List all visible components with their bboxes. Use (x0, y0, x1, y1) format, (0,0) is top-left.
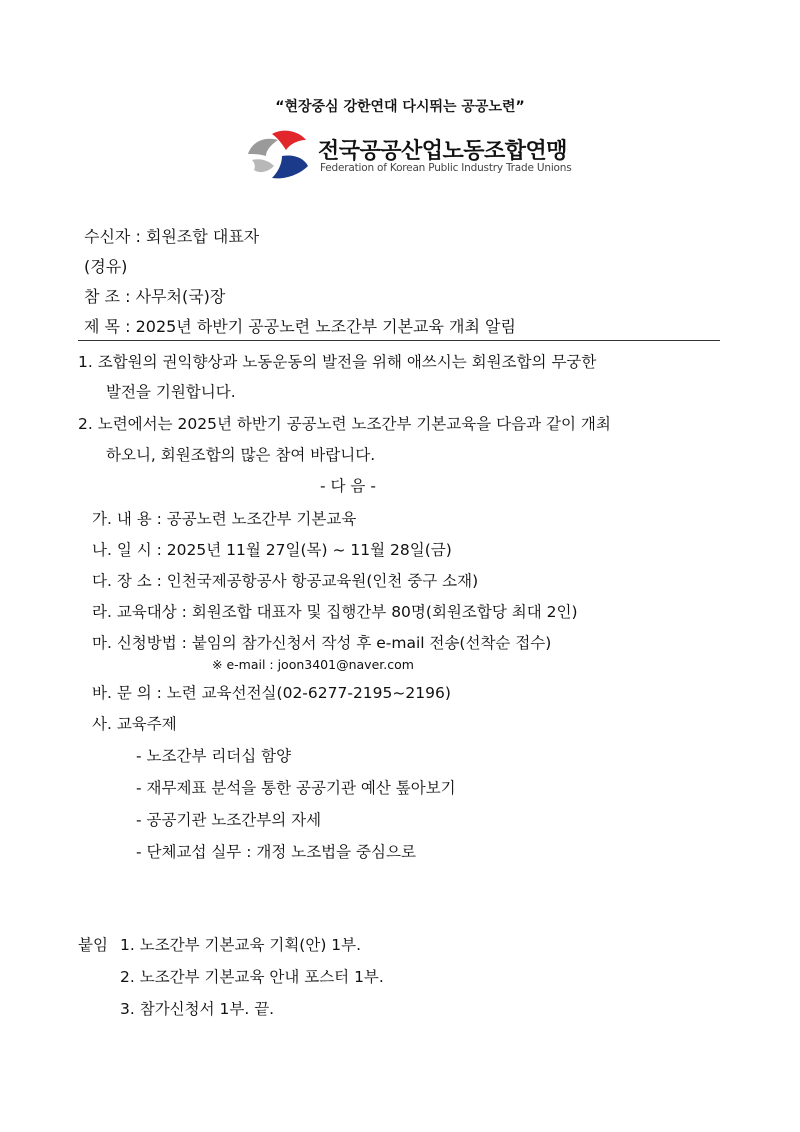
subject-value: 2025년 하반기 공공노련 노조간부 기본교육 개최 알림 (135, 317, 516, 336)
detail-value: 2025년 11월 27일(목) ~ 11월 28일(금) (166, 541, 452, 559)
attachment-item: 3. 참가신청서 1부. 끝. (120, 1000, 275, 1018)
topic-item: - 단체교섭 실무 : 개정 노조법을 중심으로 (136, 843, 416, 861)
detail-value: 공공노련 노조간부 기본교육 (166, 510, 357, 528)
detail-label: 다. 장 소 : (92, 572, 162, 590)
attachment-item: 1. 노조간부 기본교육 기획(안) 1부. (120, 936, 362, 954)
subject-label: 제 목 : (84, 317, 131, 336)
slogan: “현장중심 강한연대 다시뛰는 공공노련” (275, 99, 525, 115)
org-name-english: Federation of Korean Public Industry Trade Unions (320, 162, 572, 174)
recipient-label: 수신자 : (84, 227, 141, 246)
reference-value: 사무처(국)장 (135, 287, 226, 306)
recipient-row (84, 224, 259, 247)
topics-label: 사. 교육주제 (92, 715, 177, 733)
recipient-value: 회원조합 대표자 (145, 227, 260, 246)
email-note: ※ e-mail : joon3401@naver.com (212, 657, 414, 672)
detail-label: 나. 일 시 : (92, 541, 162, 559)
detail-target (92, 600, 578, 622)
topic-item: - 공공기관 노조간부의 자세 (136, 811, 322, 829)
detail-label: 마. 신청방법 : (92, 634, 187, 652)
paragraph-1-line-1: 1. 조합원의 권익향상과 노동운동의 발전을 위해 애쓰시는 회원조합의 무궁한 (78, 353, 597, 371)
reference-label: 참 조 : (84, 287, 131, 306)
detail-label: 바. 문 의 : (92, 684, 162, 702)
detail-value: 인천국제공항공사 항공교육원(인천 중구 소재) (166, 572, 479, 590)
subject-row (84, 314, 516, 337)
detail-application (92, 631, 551, 653)
da-eum-heading: - 다 음 - (320, 477, 376, 495)
attachments-label: 붙임 (78, 936, 108, 954)
detail-inquiry (92, 681, 451, 703)
detail-value: 노련 교육선전실(02-6277-2195~2196) (166, 684, 451, 702)
detail-value: 회원조합 대표자 및 집행간부 80명(회원조합당 최대 2인) (191, 603, 578, 621)
detail-value: 붙임의 참가신청서 작성 후 e-mail 전송(선착순 접수) (191, 634, 552, 652)
via-row: (경유) (84, 257, 128, 276)
detail-label: 가. 내 용 : (92, 510, 162, 528)
attachment-item: 2. 노조간부 기본교육 안내 포스터 1부. (120, 968, 384, 986)
detail-content (92, 507, 356, 529)
paragraph-2-line-2: 하오니, 회원조합의 많은 참여 바랍니다. (106, 446, 376, 464)
federation-logo (242, 128, 312, 182)
detail-label: 라. 교육대상 : (92, 603, 187, 621)
detail-venue (92, 569, 478, 591)
paragraph-1-line-2: 발전을 기원합니다. (106, 383, 236, 401)
reference-row (84, 284, 225, 307)
topic-item: - 노조간부 리더십 함양 (136, 747, 292, 765)
topic-item: - 재무제표 분석을 통한 공공기관 예산 톺아보기 (136, 779, 456, 797)
paragraph-2-line-1: 2. 노련에서는 2025년 하반기 공공노련 노조간부 기본교육을 다음과 같이 개최 (78, 415, 611, 433)
org-name-korean: 전국공공산업노동조합연맹 (318, 139, 568, 164)
detail-datetime (92, 538, 452, 560)
subject-divider (78, 340, 720, 341)
